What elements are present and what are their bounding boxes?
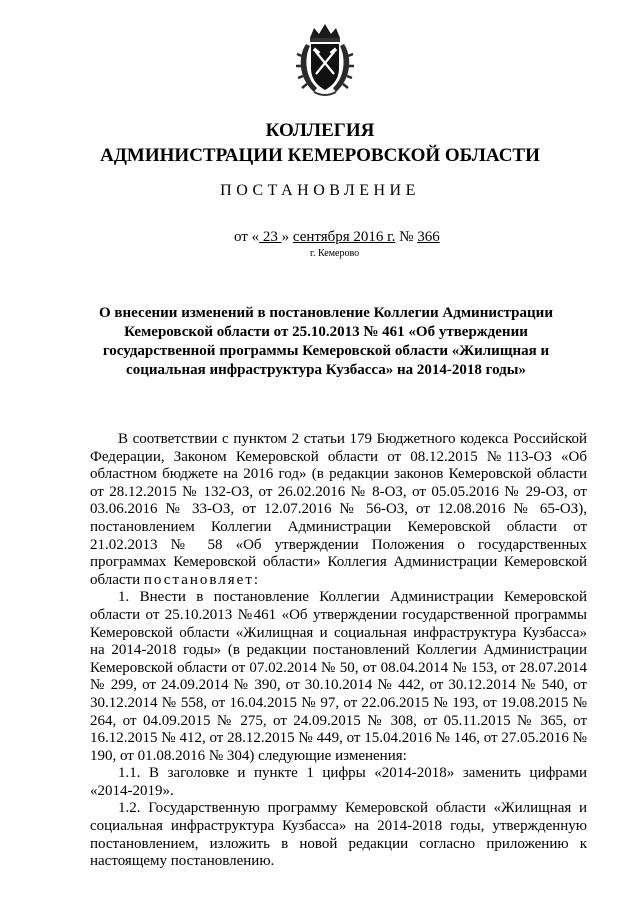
preamble-text: В соответствии с пунктом 2 статьи 179 Бюджетного кодекса Российской Федерации, Законом Кемеровской области от 08.12.2015 №113-ОЗ «Об областном бюджете на 2016 год» (в редакции законов Кемеровской области от 28.12.2015 № 132-ОЗ, от 26.02.2016 № 8-ОЗ, от 05.05.2016 № 29-ОЗ, от 03.06.2016 № 33-ОЗ, от 12.07.2016 № 56-ОЗ, от 12.08.2016 № 65-ОЗ), постановлением Коллегии Администрации Кемеровской области от 21.02.2013 № 58 «Об утверждении Положения о государственных программах Кемеровской области» Коллегия Администрации Кемеровской области [90,431,587,588]
preamble-paragraph [90,431,587,589]
date-month-year: сентября 2016 г. [292,229,396,245]
document-number: 366 [417,229,440,245]
item-1-paragraph: 1. Внести в постановление Коллегии Администрации Кемеровской области от 25.10.2013 №461 «Об утверждении государственной программы Кемеровской области «Жилищная и социальная инфраструктура Кузбасса» на 2014-2018 годы» (в редакции постановлений Коллегии Администрации Кемеровской области от 07.02.2014 № 50, от 08.04.2014 № 153, от 28.07.2014 № 299, от 24.09.2014 № 390, от 30.10.2014 № 442, от 30.12.2014 № 540, от 30.12.2014 № 558, от 16.04.2015 № 97, от 22.06.2015 № 193, от 19.08.2015 № 264, от 04.09.2015 № 275, от 24.09.2015 № 308, от 05.11.2015 № 365, от 16.12.2015 № 412, от 28.12.2015 № 449, от 15.04.2016 № 146, от 27.05.2016 № 190, от 01.08.2016 № 304) следующие изменения: [90,589,587,764]
document-subject [80,304,572,380]
subject-line: Кемеровской области от 25.10.2013 № 461 «Об утверждении [124,324,528,340]
subject-line: социальная инфраструктура Кузбасса» на 2014-2018 годы» [126,362,526,378]
number-sign: № [395,229,418,245]
kemerovo-coat-of-arms-icon [296,22,354,98]
date-middle: » [281,229,293,245]
date-prefix: от « [234,229,260,245]
date-day: 23 [259,229,282,245]
item-1-1-paragraph: 1.1. В заголовке и пункте 1 цифры «2014-2018» заменить цифрами «2014-2019». [90,765,587,799]
org-name-line1: КОЛЛЕГИЯ [265,120,375,141]
city-label: г. Кемерово [310,248,360,259]
item-1-2-paragraph: 1.2. Государственную программу Кемеровской области «Жилищная и социальная инфраструктура Кузбасса» на 2014-2018 годы, утвержденную постановлением, изложить в новой редакции согласно приложению к настоящему постановлению. [90,800,587,870]
document-date-line [234,229,440,246]
document-type: ПОСТАНОВЛЕНИЕ [220,182,420,199]
subject-line: О внесении изменений в постановление Коллегии Администрации [99,305,553,321]
document-body [90,431,587,871]
subject-line: государственной программы Кемеровской области «Жилищная и [102,343,550,359]
org-name-line2: АДМИНИСТРАЦИИ КЕМЕРОВСКОЙ ОБЛАСТИ [100,145,540,166]
preamble-resolution-word: постановляет: [143,571,261,588]
